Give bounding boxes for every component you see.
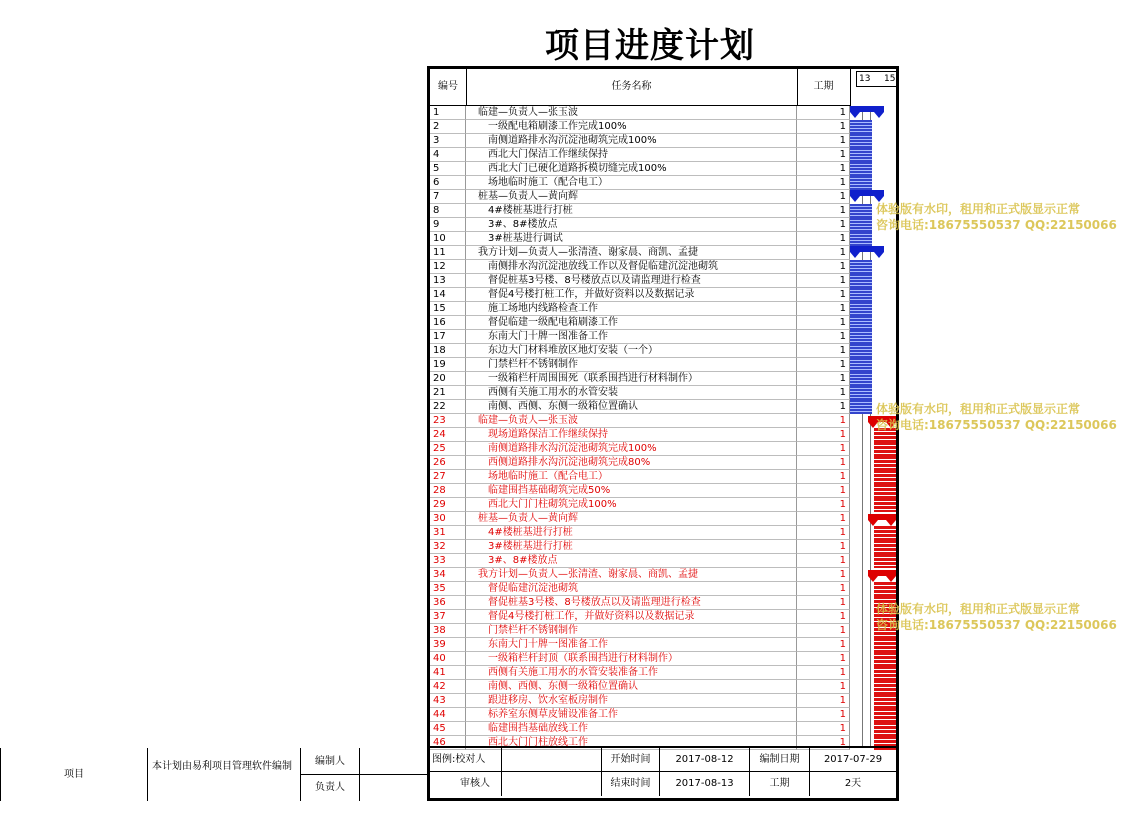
task-name: 西侧有关施工用水的水管安装准备工作	[466, 666, 797, 680]
editor-label: 编制人	[300, 748, 360, 775]
task-name: 门禁栏杆不锈钢制作	[466, 624, 797, 638]
start-time-label: 开始时间	[602, 748, 660, 772]
task-duration: 1	[797, 190, 850, 204]
task-number: 37	[430, 610, 466, 624]
task-row[interactable]	[430, 232, 896, 246]
task-bar	[850, 148, 872, 162]
gantt-cell	[850, 708, 896, 722]
task-name: 标养室东侧草皮铺设准备工作	[466, 708, 797, 722]
gantt-cell	[850, 694, 896, 708]
task-bar	[850, 358, 872, 372]
task-number: 13	[430, 274, 466, 288]
task-bar	[850, 400, 872, 414]
gantt-cell	[850, 316, 896, 330]
header-number: 编号	[430, 69, 467, 106]
task-name: 东南大门十牌一图准备工作	[466, 638, 797, 652]
gantt-cell	[850, 302, 896, 316]
gantt-cell	[850, 582, 896, 596]
task-number: 4	[430, 148, 466, 162]
task-number: 33	[430, 554, 466, 568]
task-number: 19	[430, 358, 466, 372]
task-row[interactable]	[430, 666, 896, 680]
task-duration: 1	[797, 372, 850, 386]
gantt-cell	[850, 330, 896, 344]
task-row[interactable]	[430, 638, 896, 652]
gantt-cell	[850, 386, 896, 400]
task-name: 南侧道路排水沟沉淀池砌筑完成100%	[466, 442, 797, 456]
task-name: 现场道路保洁工作继续保持	[466, 428, 797, 442]
task-duration: 1	[797, 610, 850, 624]
task-duration: 1	[797, 316, 850, 330]
task-duration: 1	[797, 498, 850, 512]
task-bar	[850, 372, 872, 386]
gantt-cell	[850, 344, 896, 358]
task-bar	[850, 386, 872, 400]
task-duration: 1	[797, 134, 850, 148]
task-number: 46	[430, 736, 466, 750]
gantt-cell	[850, 484, 896, 498]
task-row[interactable]	[430, 106, 896, 120]
task-row[interactable]	[430, 120, 896, 134]
task-number: 44	[430, 708, 466, 722]
task-name: 督促4号楼打桩工作，并做好资料以及数据记录	[466, 610, 797, 624]
task-duration: 1	[797, 302, 850, 316]
gantt-cell	[850, 176, 896, 190]
reviewer-value	[502, 772, 602, 796]
task-bar	[874, 638, 896, 652]
gantt-cell	[850, 260, 896, 274]
gantt-cell	[850, 512, 896, 526]
summary-bar	[868, 514, 896, 520]
task-row[interactable]	[430, 358, 896, 372]
task-number: 7	[430, 190, 466, 204]
summary-bar	[868, 570, 896, 576]
task-row[interactable]	[430, 400, 896, 414]
watermark-line1: 体验版有水印，租用和正式版显示正常	[876, 202, 1081, 216]
task-row[interactable]	[430, 540, 896, 554]
task-number: 17	[430, 330, 466, 344]
task-bar	[874, 582, 896, 596]
compile-date-label: 编制日期	[750, 748, 810, 772]
task-duration: 1	[797, 344, 850, 358]
gantt-cell	[850, 148, 896, 162]
task-bar	[874, 680, 896, 694]
gantt-cell	[850, 498, 896, 512]
header-day-13: 13	[859, 74, 871, 84]
task-name: 临建—负责人—张玉波	[466, 106, 797, 120]
task-row[interactable]	[430, 372, 896, 386]
task-number: 5	[430, 162, 466, 176]
task-number: 27	[430, 470, 466, 484]
task-row[interactable]	[430, 680, 896, 694]
total-duration-label: 工期	[750, 772, 810, 796]
task-name: 西侧道路排水沟沉淀池砌筑完成80%	[466, 456, 797, 470]
end-time-value: 2017-08-13	[660, 772, 750, 796]
gantt-cell	[850, 722, 896, 736]
task-bar	[874, 456, 896, 470]
gantt-cell	[850, 274, 896, 288]
task-duration: 1	[797, 330, 850, 344]
summary-bar	[850, 246, 884, 252]
task-name: 西侧有关施工用水的水管安装	[466, 386, 797, 400]
watermark-line2: 咨询电话:18675550537 QQ:22150066	[876, 418, 1117, 432]
task-number: 16	[430, 316, 466, 330]
task-duration: 1	[797, 652, 850, 666]
task-duration: 1	[797, 470, 850, 484]
task-bar	[850, 330, 872, 344]
task-row[interactable]	[430, 218, 896, 232]
task-name: 3#、8#楼放点	[466, 218, 797, 232]
task-bar	[850, 134, 872, 148]
task-row[interactable]	[430, 652, 896, 666]
task-row[interactable]	[430, 344, 896, 358]
task-number: 25	[430, 442, 466, 456]
task-row[interactable]	[430, 428, 896, 442]
task-bar	[874, 652, 896, 666]
task-bar	[850, 162, 872, 176]
task-number: 9	[430, 218, 466, 232]
task-duration: 1	[797, 414, 850, 428]
gantt-cell	[850, 120, 896, 134]
task-name: 南侧排水沟沉淀池放线工作以及督促临建沉淀池砌筑	[466, 260, 797, 274]
task-number: 12	[430, 260, 466, 274]
watermark-line2: 咨询电话:18675550537 QQ:22150066	[876, 218, 1117, 232]
task-row[interactable]	[430, 176, 896, 190]
gantt-cell	[850, 134, 896, 148]
end-time-label: 结束时间	[602, 772, 660, 796]
gantt-cell	[850, 638, 896, 652]
task-duration: 1	[797, 232, 850, 246]
task-row[interactable]	[430, 288, 896, 302]
owner-label: 负责人	[300, 775, 360, 801]
task-row[interactable]	[430, 274, 896, 288]
task-name: 临建围挡基础放线工作	[466, 722, 797, 736]
gantt-cell	[850, 554, 896, 568]
task-name: 桩基—负责人—黄向辉	[466, 190, 797, 204]
task-number: 6	[430, 176, 466, 190]
task-bar	[850, 232, 872, 246]
task-number: 14	[430, 288, 466, 302]
task-name: 督促桩基3号楼、8号楼放点以及请监理进行检查	[466, 596, 797, 610]
task-row[interactable]	[430, 162, 896, 176]
task-name: 3#楼桩基进行打桩	[466, 540, 797, 554]
task-row[interactable]	[430, 204, 896, 218]
header-duration: 工期	[797, 69, 851, 106]
task-number: 18	[430, 344, 466, 358]
checker-label: 校对人	[455, 754, 486, 765]
task-duration: 1	[797, 120, 850, 134]
task-duration: 1	[797, 386, 850, 400]
reviewer-label-text: 审核人	[460, 778, 490, 789]
gantt-cell	[850, 456, 896, 470]
task-number: 36	[430, 596, 466, 610]
task-duration: 1	[797, 148, 850, 162]
task-number: 40	[430, 652, 466, 666]
task-duration: 1	[797, 624, 850, 638]
task-row[interactable]	[430, 526, 896, 540]
task-duration: 1	[797, 680, 850, 694]
task-name: 督促桩基3号楼、8号楼放点以及请监理进行检查	[466, 274, 797, 288]
task-name: 3#桩基进行调试	[466, 232, 797, 246]
task-number: 2	[430, 120, 466, 134]
task-name: 督促临建一级配电箱刷漆工作	[466, 316, 797, 330]
gantt-cell	[850, 372, 896, 386]
task-duration: 1	[797, 204, 850, 218]
task-bar	[874, 484, 896, 498]
task-number: 1	[430, 106, 466, 120]
task-duration: 1	[797, 162, 850, 176]
task-duration: 1	[797, 428, 850, 442]
task-number: 43	[430, 694, 466, 708]
total-duration-value: 2天	[844, 778, 862, 789]
footer-legend-checker	[430, 748, 502, 772]
task-row[interactable]	[430, 498, 896, 512]
gantt-cell	[850, 442, 896, 456]
task-name: 跟进移房、饮水室板房制作	[466, 694, 797, 708]
task-duration: 1	[797, 722, 850, 736]
task-row[interactable]	[430, 596, 896, 610]
task-number: 3	[430, 134, 466, 148]
gantt-cell	[850, 162, 896, 176]
task-number: 21	[430, 386, 466, 400]
task-row[interactable]	[430, 414, 896, 428]
task-number: 29	[430, 498, 466, 512]
task-number: 41	[430, 666, 466, 680]
task-row[interactable]	[430, 694, 896, 708]
gantt-cell	[850, 358, 896, 372]
task-row[interactable]	[430, 512, 896, 526]
task-duration: 1	[797, 512, 850, 526]
gantt-cell	[850, 526, 896, 540]
task-bar	[850, 274, 872, 288]
task-name: 临建围挡基础砌筑完成50%	[466, 484, 797, 498]
task-duration: 1	[797, 484, 850, 498]
task-bar	[850, 120, 872, 134]
task-name: 场地临时施工（配合电工）	[466, 176, 797, 190]
task-duration: 1	[797, 106, 850, 120]
task-duration: 1	[797, 540, 850, 554]
task-bar	[874, 540, 896, 554]
task-duration: 1	[797, 582, 850, 596]
task-duration: 1	[797, 288, 850, 302]
project-label: 项目	[0, 748, 148, 801]
task-row[interactable]	[430, 316, 896, 330]
task-duration: 1	[797, 694, 850, 708]
task-duration: 1	[797, 736, 850, 750]
task-name: 西北大门保洁工作继续保持	[466, 148, 797, 162]
task-name: 西北大门门柱放线工作	[466, 736, 797, 750]
header-day-15: 15	[884, 74, 896, 84]
task-number: 11	[430, 246, 466, 260]
task-duration: 1	[797, 246, 850, 260]
legend-label: 图例:	[432, 754, 456, 765]
watermark-1	[876, 201, 1117, 233]
task-bar	[874, 470, 896, 484]
task-name: 3#、8#楼放点	[466, 554, 797, 568]
gantt-cell	[850, 470, 896, 484]
task-number: 26	[430, 456, 466, 470]
task-number: 38	[430, 624, 466, 638]
task-bar	[874, 708, 896, 722]
task-duration: 1	[797, 638, 850, 652]
task-row[interactable]	[430, 302, 896, 316]
task-name: 督促4号楼打桩工作，并做好资料以及数据记录	[466, 288, 797, 302]
task-number: 24	[430, 428, 466, 442]
gantt-cell	[850, 288, 896, 302]
gantt-cell	[850, 680, 896, 694]
header-task-name: 任务名称	[466, 69, 798, 106]
task-number: 42	[430, 680, 466, 694]
software-note: 本计划由易利项目管理软件编制	[152, 761, 292, 772]
task-duration: 1	[797, 176, 850, 190]
summary-bar	[850, 190, 884, 196]
task-list	[430, 106, 896, 750]
task-duration: 1	[797, 568, 850, 582]
task-duration: 1	[797, 260, 850, 274]
task-number: 34	[430, 568, 466, 582]
task-row[interactable]	[430, 386, 896, 400]
compile-date-value: 2017-07-29	[810, 748, 896, 772]
start-time-value: 2017-08-12	[660, 748, 750, 772]
task-number: 39	[430, 638, 466, 652]
task-bar	[874, 666, 896, 680]
task-row[interactable]	[430, 568, 896, 582]
task-name: 桩基—负责人—黄向辉	[466, 512, 797, 526]
task-duration: 1	[797, 218, 850, 232]
task-duration: 1	[797, 708, 850, 722]
summary-bar	[850, 106, 884, 112]
task-name: 东边大门材料堆放区地灯安装（一个）	[466, 344, 797, 358]
task-bar	[874, 442, 896, 456]
task-row[interactable]	[430, 484, 896, 498]
task-name: 一级箱栏杆周围围死（联系围挡进行材料制作）	[466, 372, 797, 386]
gantt-cell	[850, 568, 896, 582]
task-duration: 1	[797, 596, 850, 610]
task-number: 28	[430, 484, 466, 498]
task-number: 22	[430, 400, 466, 414]
task-duration: 1	[797, 666, 850, 680]
gantt-cell	[850, 232, 896, 246]
task-name: 南侧、西侧、东侧一级箱位置确认	[466, 680, 797, 694]
task-bar	[850, 176, 872, 190]
task-name: 西北大门门柱砌筑完成100%	[466, 498, 797, 512]
task-number: 8	[430, 204, 466, 218]
task-duration: 1	[797, 274, 850, 288]
task-bar	[850, 316, 872, 330]
task-duration: 1	[797, 400, 850, 414]
task-bar	[850, 218, 872, 232]
page-title: 项目进度计划	[545, 26, 755, 66]
watermark-3	[876, 601, 1117, 633]
gantt-cell	[850, 666, 896, 680]
task-row[interactable]	[430, 148, 896, 162]
task-row[interactable]	[430, 470, 896, 484]
task-row[interactable]	[430, 456, 896, 470]
task-name: 施工场地内线路检查工作	[466, 302, 797, 316]
task-name: 临建—负责人—张玉波	[466, 414, 797, 428]
task-number: 35	[430, 582, 466, 596]
task-number: 20	[430, 372, 466, 386]
task-row[interactable]	[430, 624, 896, 638]
task-row[interactable]	[430, 442, 896, 456]
task-row[interactable]	[430, 722, 896, 736]
task-number: 45	[430, 722, 466, 736]
header-timeline	[856, 71, 898, 87]
task-bar	[850, 260, 872, 274]
task-duration: 1	[797, 554, 850, 568]
task-row[interactable]	[430, 190, 896, 204]
task-row[interactable]	[430, 708, 896, 722]
task-bar	[874, 526, 896, 540]
task-name: 督促临建沉淀池砌筑	[466, 582, 797, 596]
footer-table	[430, 746, 896, 798]
task-name: 我方计划—负责人—张清渣、谢家晨、商凯、孟捷	[466, 246, 797, 260]
task-duration: 1	[797, 526, 850, 540]
task-name: 我方计划—负责人—张清渣、谢家晨、商凯、孟捷	[466, 568, 797, 582]
task-name: 门禁栏杆不锈钢制作	[466, 358, 797, 372]
gantt-cell	[850, 106, 896, 120]
task-row[interactable]	[430, 330, 896, 344]
task-bar	[874, 722, 896, 736]
task-name: 南侧道路排水沟沉淀池砌筑完成100%	[466, 134, 797, 148]
task-name: 4#楼桩基进行打桩	[466, 204, 797, 218]
watermark-2	[876, 401, 1117, 433]
watermark-line2: 咨询电话:18675550537 QQ:22150066	[876, 618, 1117, 632]
task-bar	[850, 344, 872, 358]
task-duration: 1	[797, 442, 850, 456]
task-number: 32	[430, 540, 466, 554]
task-bar	[874, 694, 896, 708]
task-name: 场地临时施工（配合电工）	[466, 470, 797, 484]
task-name: 南侧、西侧、东侧一级箱位置确认	[466, 400, 797, 414]
task-name: 4#楼桩基进行打桩	[466, 526, 797, 540]
task-number: 15	[430, 302, 466, 316]
gantt-cell	[850, 540, 896, 554]
task-duration: 1	[797, 358, 850, 372]
task-bar	[874, 554, 896, 568]
task-number: 10	[430, 232, 466, 246]
task-row[interactable]	[430, 582, 896, 596]
watermark-line1: 体验版有水印，租用和正式版显示正常	[876, 402, 1081, 416]
gantt-cell	[850, 246, 896, 260]
task-number: 23	[430, 414, 466, 428]
task-number: 30	[430, 512, 466, 526]
task-bar	[850, 288, 872, 302]
task-name: 一级箱栏杆封顶（联系围挡进行材料制作）	[466, 652, 797, 666]
task-bar	[850, 204, 872, 218]
task-duration: 1	[797, 456, 850, 470]
task-bar	[850, 302, 872, 316]
task-row[interactable]	[430, 260, 896, 274]
checker-value	[502, 748, 602, 772]
task-row[interactable]	[430, 246, 896, 260]
editor-value	[360, 748, 428, 775]
task-name: 西北大门已硬化道路拆模切缝完成100%	[466, 162, 797, 176]
task-row[interactable]	[430, 554, 896, 568]
task-row[interactable]	[430, 610, 896, 624]
task-row[interactable]	[430, 134, 896, 148]
gantt-cell	[850, 652, 896, 666]
gantt-frame	[427, 66, 899, 801]
side-info-table	[0, 748, 430, 801]
task-name: 一级配电箱刷漆工作完成100%	[466, 120, 797, 134]
watermark-line1: 体验版有水印，租用和正式版显示正常	[876, 602, 1081, 616]
task-name: 东南大门十牌一图准备工作	[466, 330, 797, 344]
task-bar	[874, 498, 896, 512]
task-number: 31	[430, 526, 466, 540]
